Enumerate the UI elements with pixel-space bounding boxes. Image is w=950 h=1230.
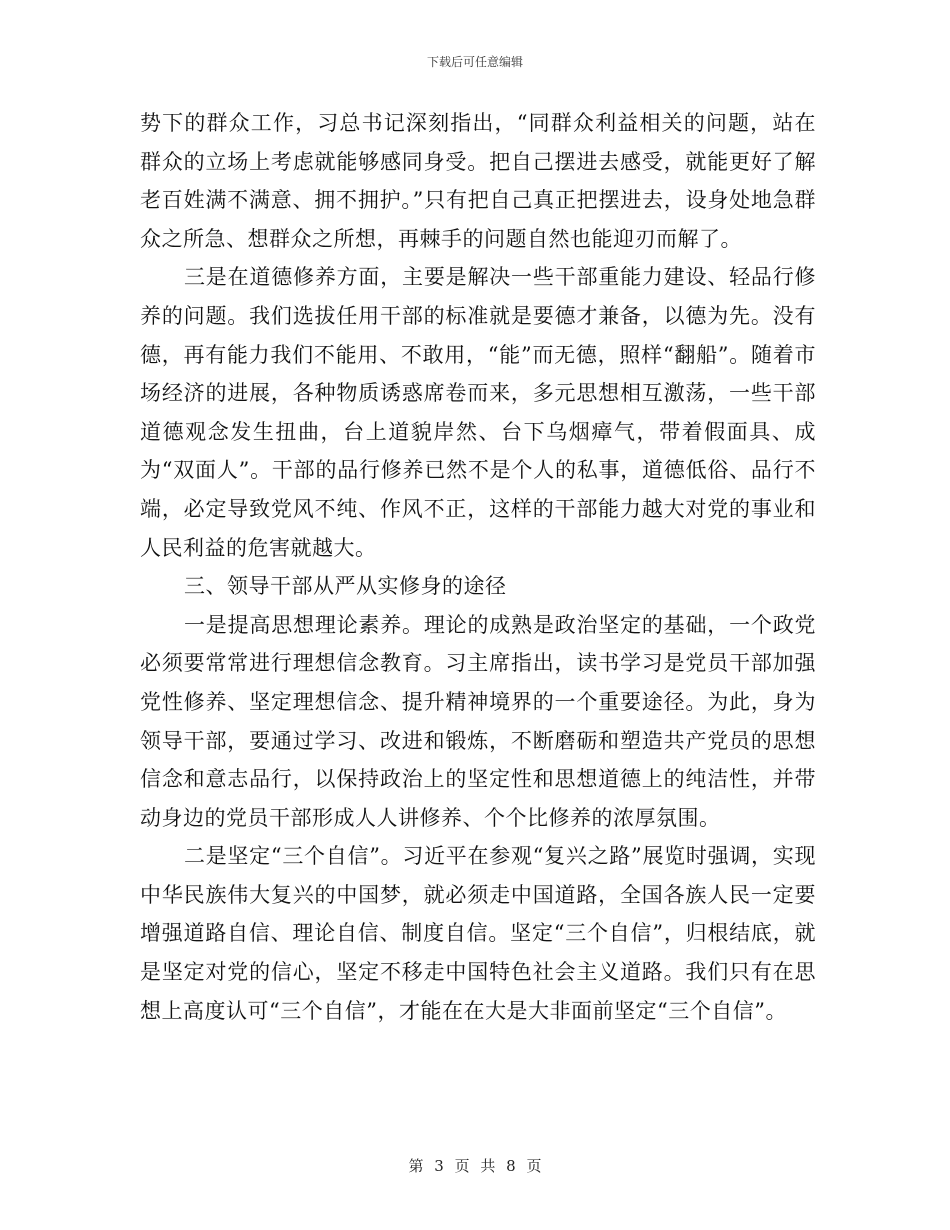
section-heading: 三、领导干部从严从实修身的途径 xyxy=(184,574,507,599)
paragraph-theory-literacy: 一是提高思想理论素养。理论的成熟是政治坚定的基础，一个政党必须要常常进行理想信念教育。习主席指出，读书学习是党员干部加强党性修养、坚定理想信念、提升精神境界的一个重要途径。为此，身为领导干部，要通过学习、改进和锻炼，不断磨砺和塑造共产党员的思想信念和意志品行，以保持政治上的坚定性和思想道德上的纯洁性，并带动身边的党员干部形成人人讲修养、个个比修养的浓厚氛围。 xyxy=(140,612,816,830)
header-note: 下载后可任意编辑 xyxy=(426,55,523,69)
document-body xyxy=(140,104,816,1030)
page-header xyxy=(0,54,950,70)
paragraph-moral-cultivation: 三是在道德修养方面，主要是解决一些干部重能力建设、轻品行修养的问题。我们选拔任用干部的标准就是要德才兼备，以德为先。没有德，再有能力我们不能用、不敢用，“能”而无德，照样“翻船”。随着市场经济的进展，各种物质诱惑席卷而来，多元思想相互激荡，一些干部道德观念发生扭曲，台上道貌岸然、台下乌烟瘴气，带着假面具、成为“双面人”。干部的品行修养已然不是个人的私事，道德低俗、品行不端，必定导致党风不纯、作风不正，这样的干部能力越大对党的事业和人民利益的危害就越大。 xyxy=(140,265,816,560)
paragraph-three-confidences: 二是坚定“三个自信”。习近平在参观“复兴之路”展览时强调，实现中华民族伟大复兴的中国梦，就必须走中国道路，全国各族人民一定要增强道路自信、理论自信、制度自信。坚定“三个自信”，归根结底，就是坚定对党的信心，坚定不移走中国特色社会主义道路。我们只有在思想上高度认可“三个自信”，才能在在大是大非面前坚定“三个自信”。 xyxy=(140,844,816,1023)
page-number: 第 3 页 共 8 页 xyxy=(408,1157,542,1175)
page-footer xyxy=(0,1156,950,1176)
paragraph-continuation: 势下的群众工作，习总书记深刻指出，“同群众利益相关的问题，站在群众的立场上考虑就能够感同身受。把自己摆进去感受，就能更好了解老百姓满不满意、拥不拥护。”只有把自己真正把摆进去，设身处地急群众之所急、想群众之所想，再棘手的问题自然也能迎刃而解了。 xyxy=(140,111,816,251)
